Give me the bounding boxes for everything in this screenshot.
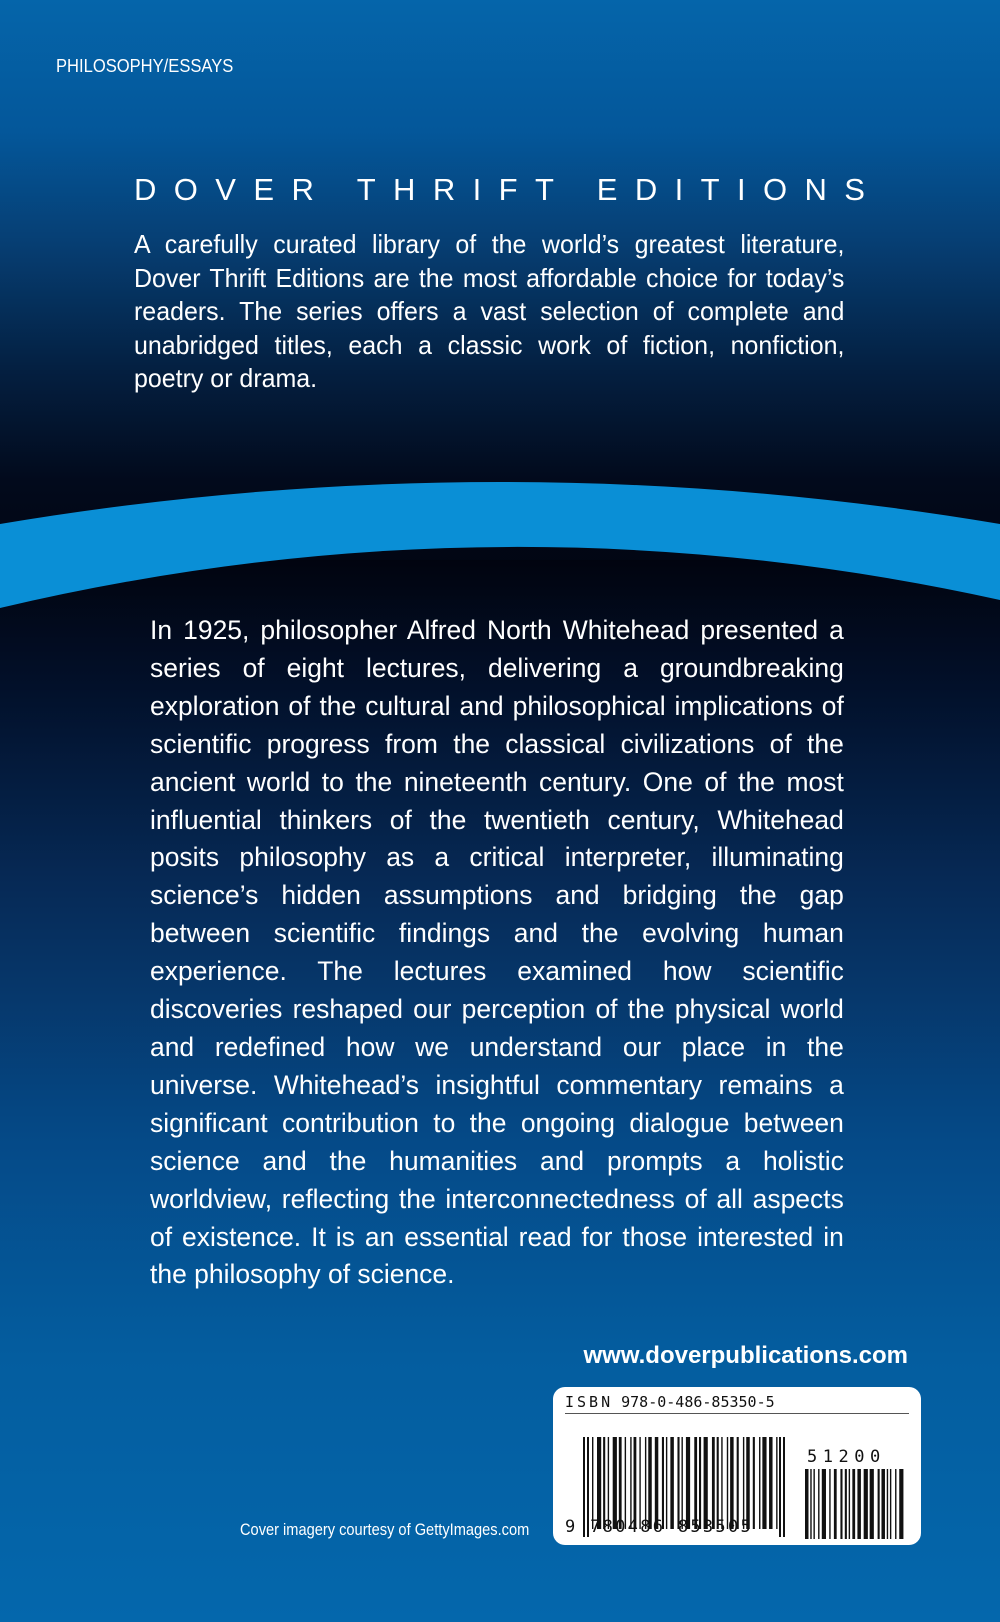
barcode-bar [753, 1437, 755, 1529]
barcode-addon-bar [834, 1469, 837, 1539]
barcode-bar [694, 1437, 697, 1529]
barcode-addon-bar [840, 1469, 842, 1539]
arc-band [0, 482, 1000, 608]
barcode-bar [630, 1437, 631, 1529]
category-label: PHILOSOPHY/ESSAYS [56, 56, 234, 76]
book-description: In 1925, philosopher Alfred North Whitehead presented a series of eight lectures, delivering a groundbreaking exploration of the cultural and philosophical implications of scientific progress from the classical civilizations of the ancient world to the nineteenth century. One of the most influential thinkers of the twentieth century, Whitehead posits philosophy as a critical interpreter, illuminating science’s hidden assumptions and bridging the gap between scientific findings and the evolving human experience. The lectures examined how scientific discoveries reshaped our perception of the physical world and redefined how we understand our place in the universe. Whitehead’s insightful commentary remains a significant contribution to the ongoing dialogue between science and the humanities and prompts a holistic worldview, reflecting the interconnectedness of all aspects of existence. It is an essential read for those interested in the philosophy of science. [150, 615, 844, 1290]
barcode-addon-bar [822, 1469, 826, 1539]
barcode-bar [625, 1437, 626, 1529]
barcode-bar [737, 1437, 739, 1529]
barcode-bar [717, 1437, 719, 1529]
barcode-bar [597, 1437, 601, 1529]
barcode-addon-bar [895, 1469, 896, 1539]
barcode-bar [655, 1437, 659, 1529]
barcode-bar [730, 1437, 734, 1529]
barcode-bar [645, 1437, 646, 1529]
barcode-addon-bar [845, 1469, 847, 1539]
barcode-bar [759, 1437, 760, 1529]
barcode-bar [704, 1437, 708, 1529]
barcode-addon-bar [864, 1469, 868, 1539]
barcode-addon-bar [829, 1469, 830, 1539]
barcode-bar [592, 1437, 593, 1529]
barcode-addon-bar [805, 1469, 809, 1539]
barcode-addon-bar [849, 1469, 850, 1539]
barcode-bar [613, 1437, 617, 1529]
barcode-bar [746, 1437, 750, 1529]
barcode-bar [634, 1437, 637, 1529]
barcode-bar [721, 1437, 722, 1529]
barcode-bar [639, 1437, 640, 1529]
barcode-bar [686, 1437, 690, 1529]
barcode-bar [662, 1437, 664, 1529]
barcode-bar [681, 1437, 682, 1529]
barcode-bar [619, 1437, 622, 1529]
series-title: DOVER THRIFT EDITIONS [134, 172, 883, 207]
barcode-addon-digits: 51200 [807, 1447, 886, 1467]
barcode-addon-bar [899, 1469, 903, 1539]
isbn-label: ISBN [565, 1393, 614, 1411]
barcode-addon-bar [818, 1469, 819, 1539]
barcode-bar [743, 1437, 744, 1529]
barcode-guard-bar [779, 1437, 781, 1537]
series-blurb: A carefully curated library of the world’s greatest literature, Dover Thrift Editions are the most affordable choice for today’s readers. The series offers a vast selection of complete and unabridged titles, each a classic work of fiction, nonfiction, poetry or drama. [134, 229, 845, 393]
barcode-addon-bar [852, 1469, 855, 1539]
barcode-bar [769, 1437, 773, 1529]
barcode-addon-bar [890, 1469, 891, 1539]
barcode-bar [712, 1437, 715, 1529]
barcode-addon-bar [813, 1469, 814, 1539]
barcode-bar [603, 1437, 605, 1529]
image-credit: Cover imagery courtesy of GettyImages.com [240, 1520, 530, 1539]
barcode-addon-bar [857, 1469, 861, 1539]
barcode-bar [670, 1437, 674, 1529]
isbn-number: 978-0-486-85350-5 [621, 1393, 775, 1411]
barcode-bar [776, 1437, 777, 1529]
barcode-bar [677, 1437, 679, 1529]
barcode-bar [608, 1437, 609, 1529]
barcode-bar [648, 1437, 652, 1529]
barcode-bar [699, 1437, 701, 1529]
barcode-addon-bar [887, 1469, 888, 1539]
barcode-bar [666, 1437, 667, 1529]
barcode-addon-bar [870, 1469, 874, 1539]
publisher-website[interactable]: www.doverpublications.com [583, 1342, 908, 1369]
barcode-addon-bar [878, 1469, 880, 1539]
barcode-addon-bar [810, 1469, 811, 1539]
barcode-guard-bar [783, 1437, 785, 1537]
barcode-bar [727, 1437, 728, 1529]
barcode-bar [762, 1437, 766, 1529]
barcode-panel [553, 1387, 921, 1545]
barcode-main-digits: 9 780486 853505 [565, 1517, 754, 1537]
barcode-addon-bar [881, 1469, 885, 1539]
